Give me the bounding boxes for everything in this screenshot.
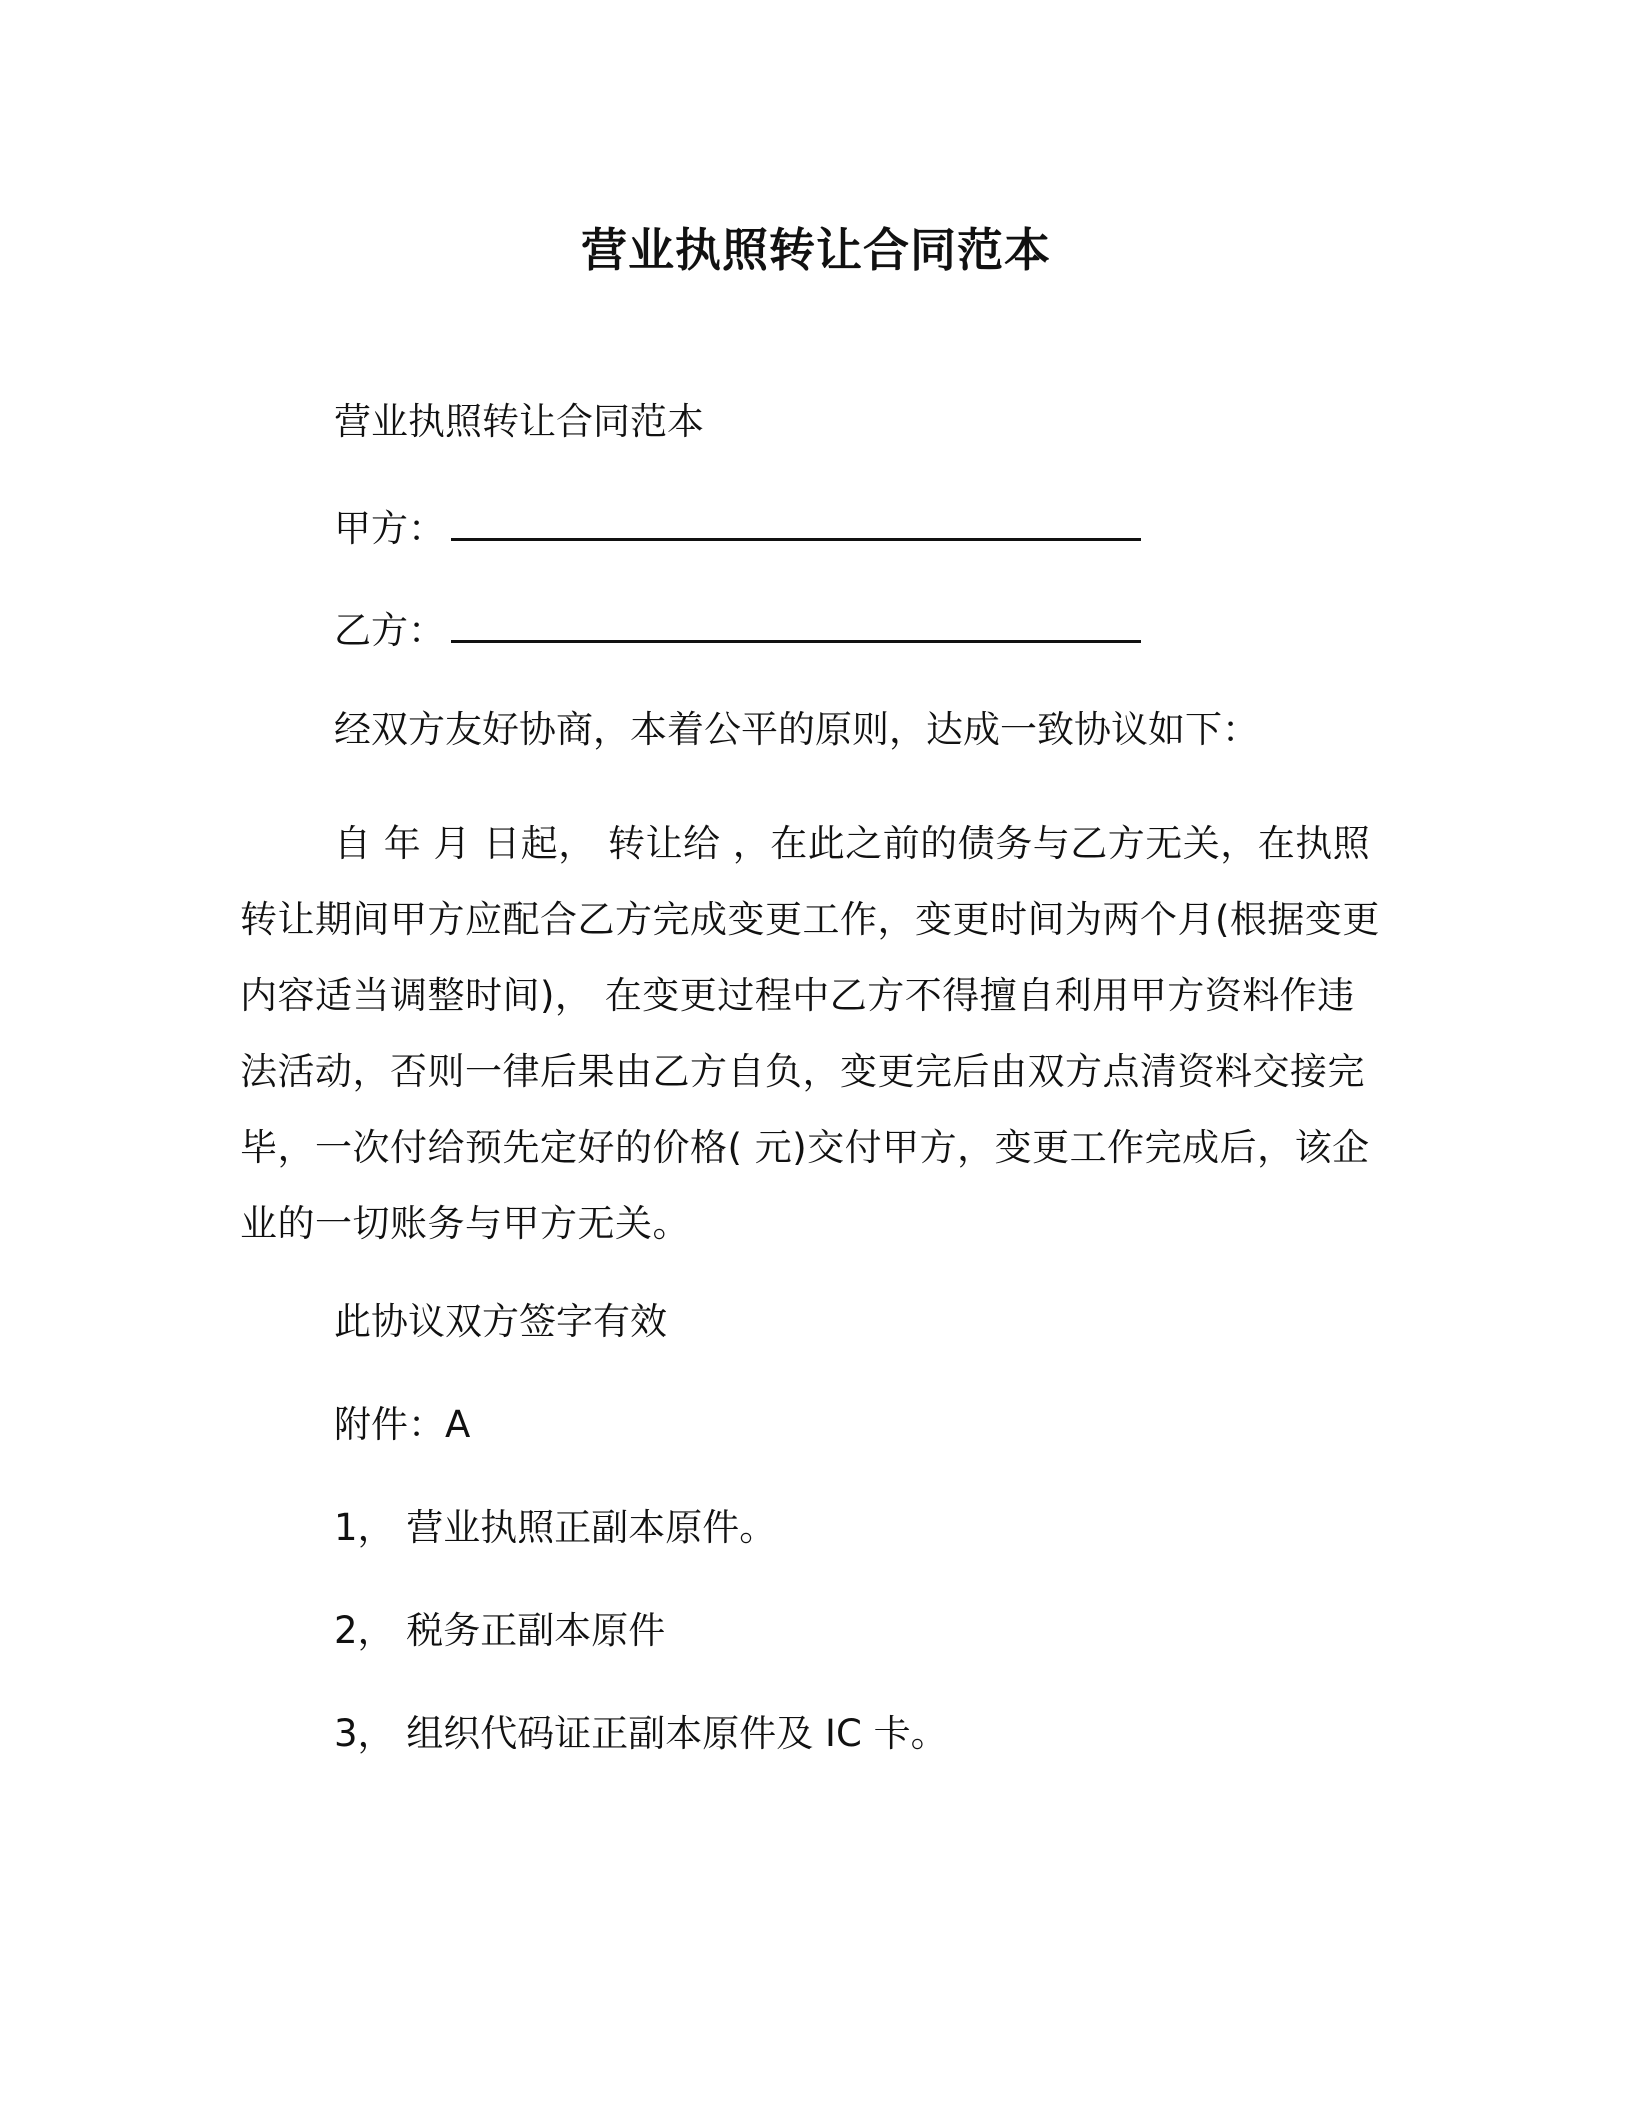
attachment-item: 2， 税务正副本原件 xyxy=(334,1609,666,1652)
document-subtitle: 营业执照转让合同范本 xyxy=(334,400,704,443)
body-paragraph: 自 年 月 日起， 转让给 ，在此之前的债务与乙方无关，在执照转让期间甲方应配合乙方完成变更工作，变更时间为两个月(根据变更内容适当调整时间)， 在变更过程中乙方不得擅自利用甲方资料作违法活动，否则一律后果由乙方自负，变更完后由双方点清资料交接完毕，一次付给预先定好的价格( 元)交付甲方，变更工作完成后，该企业的一切账务与甲方无关。 xyxy=(240,822,1380,1245)
party-b-line xyxy=(334,607,1141,655)
party-b-label: 乙方： xyxy=(334,609,445,652)
intro-text: 经双方友好协商，本着公平的原则，达成一致协议如下： xyxy=(334,708,1259,751)
party-a-line xyxy=(334,505,1141,553)
party-a-label: 甲方： xyxy=(334,507,445,550)
validity-text: 此协议双方签字有效 xyxy=(334,1300,667,1343)
document-title: 营业执照转让合同范本 xyxy=(581,223,1051,277)
party-a-blank xyxy=(451,508,1141,541)
attachment-item: 3， 组织代码证正副本原件及 IC 卡。 xyxy=(334,1712,948,1755)
party-b-blank xyxy=(451,610,1141,643)
attachment-item: 1， 营业执照正副本原件。 xyxy=(334,1506,777,1549)
attachment-label: 附件：A xyxy=(334,1403,471,1446)
